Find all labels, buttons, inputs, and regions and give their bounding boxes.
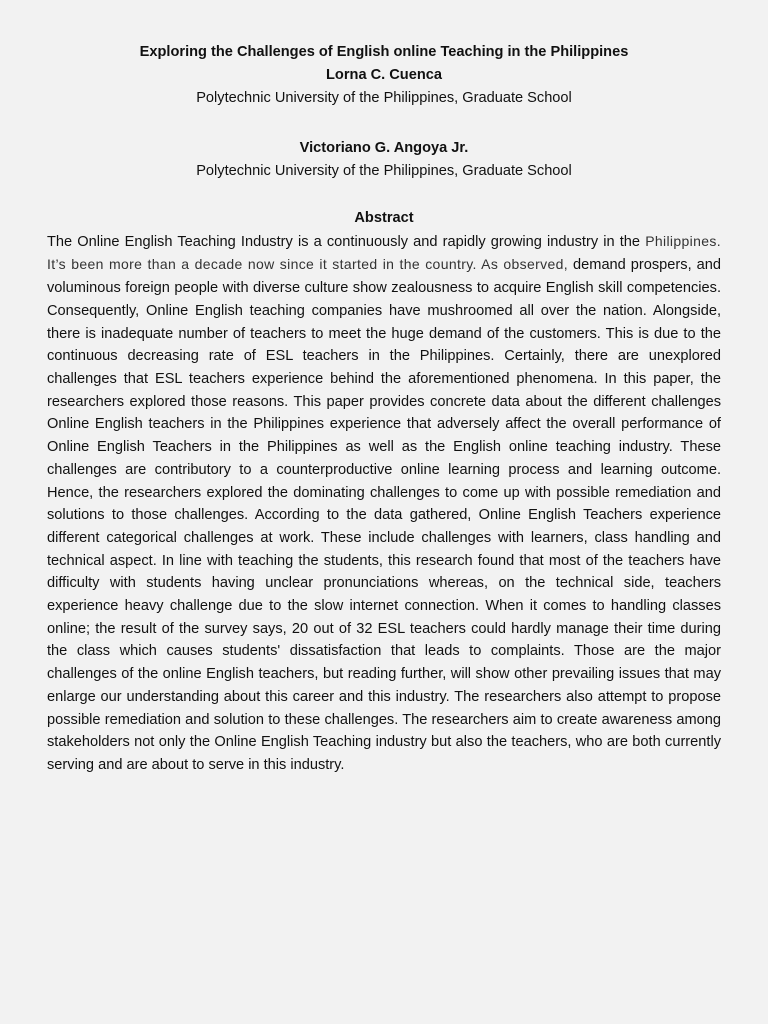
paper-title: Exploring the Challenges of English online Teaching in the Philippines — [139, 44, 629, 60]
abstract-text-part-2: demand prospers, and voluminous foreign people with diverse culture show zealousness to acquire English skill competencies. Consequently, Online English teaching companies have mushroomed all over the nation. Alongside, there is inadequate number of teachers to meet the huge demand of the customers. This is due to the continuous decreasing rate of ESL teachers in the Philippines. Certainly, there are unexplored challenges that ESL teachers experience behind the aforementioned phenomena. In this paper, the researchers explored those reasons. This paper provides concrete data about the different challenges Online English teachers in the Philippines experience that adversely affect the overall performance of Online English Teachers in the Philippines as well as the English online teaching industry. These challenges are contributory to a counterproductive online learning process and learning outcome. Hence, the researchers explored the dominating challenges to come up with possible remediation and solutions to those challenges. According to the data gathered, Online English Teachers experience different categorical challenges at work. These include challenges with learners, class handling and technical aspect. In line with teaching the students, this research found that most of the teachers have difficulty with students having unclear pronunciations whereas, on the technical side, teachers experience heavy challenge due to the slow internet connection. When it comes to handling classes online; the result of the survey says, 20 out of 32 ESL teachers could hardly manage their time during the class which causes students' dissatisfaction that leads to complaints. Those are the major challenges of the online English teachers, but reading further, will show other prevailing issues that may enlarge our understanding about this career and this industry. The researchers also attempt to propose possible remediation and solution to these challenges. The researchers aim to create awareness among stakeholders not only the Online English Teaching industry but also the teachers, who are both currently serving and are about to serve in this industry. — [47, 257, 721, 773]
abstract-text-part-1: The Online English Teaching Industry is a continuously and rapidly growing industry in the — [47, 233, 646, 250]
abstract-text-light: Philippines. It’s been more than a decade now since it started in the country. As observed, — [47, 232, 721, 273]
author-1-affiliation: Polytechnic University of the Philippines, Graduate School — [196, 89, 572, 106]
abstract-body — [47, 230, 721, 777]
author-2-name: Victoriano G. Angoya Jr. — [299, 140, 469, 157]
author-1-name: Lorna C. Cuenca — [326, 66, 442, 83]
abstract-spacer — [47, 183, 721, 207]
author-spacer — [47, 109, 721, 137]
abstract-heading: Abstract — [354, 209, 414, 226]
author-2-affiliation: Polytechnic University of the Philippines, Graduate School — [196, 163, 572, 180]
